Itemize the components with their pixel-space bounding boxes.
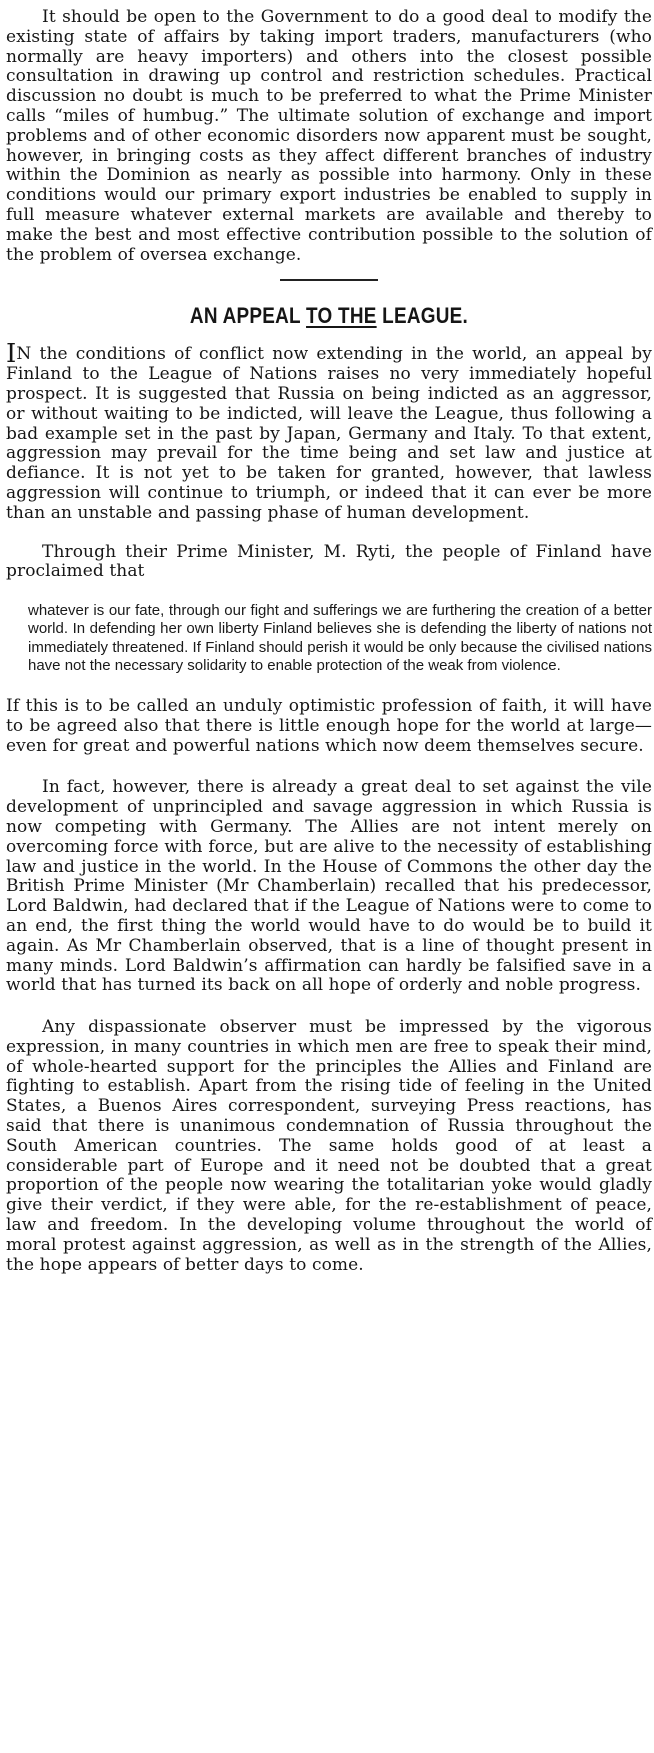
headline-part-2: LEAGUE. (376, 303, 469, 329)
headline-underlined: TO THE (306, 303, 377, 329)
article-paragraph-3: If this is to be called an unduly optimistic profession of faith, it will have to be agreed also that there is little enough hope for the world at large—even for great and powerful nations which now deem themselves secure. (6, 695, 652, 756)
article-paragraph-1 (6, 339, 652, 523)
article-headline (51, 303, 607, 329)
article-paragraph-2: Through their Prime Minister, M. Ryti, the people of Finland have proclaimed that (6, 541, 652, 582)
block-quote: whatever is our fate, through our fight and sufferings we are furthering the creation of a better world. In defending her own liberty Finland believes she is defending the liberty of nations not immediately threatened. If Finland should perish it would be only because the civilised nations have not the necessary solidarity to enable protection of the weak from violence. (28, 602, 652, 674)
section-divider (280, 279, 378, 281)
paragraph-1-text: N the conditions of conflict now extending in the world, an appeal by Finland to the League of Nations raises no very immediately hopeful prospect. It is suggested that Russia on being indicted as an aggressor, or without waiting to be indicted, will leave the League, thus following a bad example set in the past by Japan, Germany and Italy. To that extent, aggression may prevail for the time being and set law and justice at defiance. It is not yet to be taken for granted, however, that lawless aggression will continue to triumph, or indeed that it can ever be more than an unstable and passing phase of human development. (6, 344, 652, 523)
article-paragraph-4: In fact, however, there is already a great deal to set against the vile development of unprincipled and savage aggression in which Russia is now competing with Germany. The Allies are not intent merely on overcoming force with force, but are alive to the necessity of establishing law and justice in the world. In the House of Commons the other day the British Prime Minister (Mr Chamberlain) recalled that his predecessor, Lord Baldwin, had declared that if the League of Nations were to come to an end, the first thing the world would have to do would be to build it again. As Mr Chamberlain observed, that is a line of thought present in many minds. Lord Baldwin’s affirmation can hardly be falsified save in a world that has turned its back on all hope of orderly and noble progress. (6, 777, 652, 996)
article-paragraph-5: Any dispassionate observer must be impressed by the vigorous expression, in many countries in which men are free to speak their mind, of whole-hearted support for the principles the Allies and Finland are fighting to establish. Apart from the rising tide of feeling in the United States, a Buenos Aires correspondent, surveying Press reactions, has said that there is unanimous condemnation of Russia throughout the South American countries. The same holds good of at least a considerable part of Europe and it need not be doubted that a great proportion of the people now wearing the totalitarian yoke would gladly give their verdict, if they were able, for the re-establishment of peace, law and freedom. In the developing volume throughout the world of moral protest against aggression, as well as in the strength of the Allies, the hope appears of better days to come. (6, 1017, 652, 1275)
intro-paragraph: It should be open to the Government to do a good deal to modify the existing state of affairs by taking import traders, manufacturers (who normally are heavy importers) and others into the closest possible consultation in drawing up control and restriction schedules. Practical discussion no doubt is much to be preferred to what the Prime Minister calls “miles of humbug.” The ultimate solution of exchange and import problems and of other economic disorders now apparent must be sought, however, in bringing costs as they affect different branches of industry within the Dominion as nearly as possible into harmony. Only in these conditions would our primary export industries be enabled to supply in full measure whatever external markets are available and thereby to make the best and most effective contribution possible to the solution of the problem of oversea exchange. (6, 7, 652, 265)
newspaper-column (6, 0, 652, 1275)
initial-letter: I (6, 339, 17, 370)
headline-part-1: AN APPEAL (189, 303, 307, 329)
